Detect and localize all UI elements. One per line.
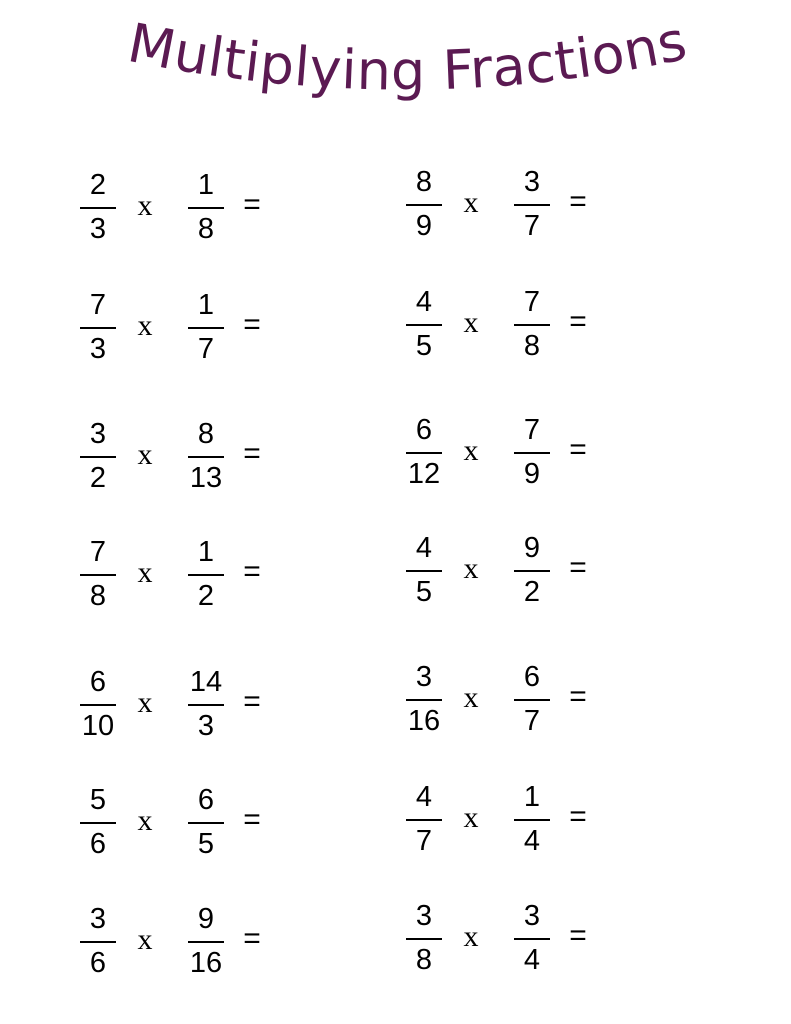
fraction-bar [406, 204, 442, 206]
first-numerator: 6 [89, 666, 107, 698]
equals-sign: = [569, 305, 587, 338]
second-denominator: 2 [197, 580, 215, 612]
second-numerator: 1 [197, 169, 215, 201]
second-numerator: 7 [523, 286, 541, 318]
second-denominator: 13 [189, 462, 223, 494]
second-numerator: 3 [523, 166, 541, 198]
first-fraction [72, 530, 124, 620]
fraction-bar [188, 327, 224, 329]
second-denominator: 9 [523, 458, 541, 490]
second-denominator: 16 [189, 947, 223, 979]
first-denominator: 3 [89, 333, 107, 365]
problem-left-1 [72, 163, 322, 253]
second-denominator: 3 [197, 710, 215, 742]
second-denominator: 8 [197, 213, 215, 245]
fraction-bar [80, 574, 116, 576]
fraction-bar [188, 941, 224, 943]
first-fraction [398, 526, 450, 616]
fraction-bar [80, 941, 116, 943]
problem-right-7 [398, 894, 648, 984]
problem-right-1 [398, 160, 648, 250]
first-denominator: 12 [407, 458, 441, 490]
times-sign: x [463, 306, 479, 339]
times-sign: x [463, 920, 479, 953]
fraction-bar [80, 822, 116, 824]
second-fraction [180, 778, 232, 868]
second-numerator: 3 [523, 900, 541, 932]
equals-sign: = [243, 685, 261, 718]
worksheet-title [0, 0, 791, 140]
second-fraction [506, 408, 558, 498]
equals-sign: = [569, 551, 587, 584]
second-denominator: 8 [523, 330, 541, 362]
equals-sign: = [243, 922, 261, 955]
first-denominator: 10 [81, 710, 115, 742]
first-denominator: 5 [415, 330, 433, 362]
first-fraction [72, 412, 124, 502]
equals-sign: = [243, 188, 261, 221]
times-sign: x [463, 186, 479, 219]
fraction-bar [80, 207, 116, 209]
first-numerator: 8 [415, 166, 433, 198]
first-numerator: 3 [415, 900, 433, 932]
first-numerator: 4 [415, 532, 433, 564]
fraction-bar [514, 452, 550, 454]
second-fraction [506, 894, 558, 984]
fraction-bar [406, 324, 442, 326]
first-numerator: 5 [89, 784, 107, 816]
first-fraction [398, 894, 450, 984]
second-fraction [180, 163, 232, 253]
times-sign: x [463, 681, 479, 714]
second-fraction [180, 412, 232, 502]
times-sign: x [463, 434, 479, 467]
first-numerator: 4 [415, 286, 433, 318]
fraction-bar [80, 456, 116, 458]
first-numerator: 7 [89, 289, 107, 321]
second-fraction [180, 283, 232, 373]
fraction-bar [514, 570, 550, 572]
fraction-bar [80, 704, 116, 706]
title-textpath: Multiplying Fractions [123, 9, 693, 103]
equals-sign: = [569, 185, 587, 218]
fraction-bar [406, 819, 442, 821]
fraction-bar [514, 204, 550, 206]
first-numerator: 6 [415, 414, 433, 446]
second-numerator: 9 [197, 903, 215, 935]
second-numerator: 1 [197, 289, 215, 321]
second-numerator: 6 [197, 784, 215, 816]
first-fraction [398, 655, 450, 745]
times-sign: x [137, 309, 153, 342]
second-denominator: 4 [523, 944, 541, 976]
second-numerator: 8 [197, 418, 215, 450]
fraction-bar [514, 938, 550, 940]
second-numerator: 1 [523, 781, 541, 813]
equals-sign: = [569, 433, 587, 466]
first-numerator: 4 [415, 781, 433, 813]
fraction-bar [514, 324, 550, 326]
first-fraction [398, 280, 450, 370]
times-sign: x [137, 686, 153, 719]
first-numerator: 3 [89, 903, 107, 935]
equals-sign: = [243, 555, 261, 588]
first-numerator: 3 [415, 661, 433, 693]
second-fraction [506, 655, 558, 745]
second-denominator: 2 [523, 576, 541, 608]
equals-sign: = [243, 437, 261, 470]
first-fraction [72, 778, 124, 868]
problem-right-2 [398, 280, 648, 370]
fraction-bar [188, 207, 224, 209]
second-fraction [506, 160, 558, 250]
second-denominator: 5 [197, 828, 215, 860]
fraction-bar [406, 938, 442, 940]
problem-left-7 [72, 897, 322, 987]
times-sign: x [137, 438, 153, 471]
fraction-bar [406, 699, 442, 701]
first-denominator: 6 [89, 828, 107, 860]
first-fraction [72, 897, 124, 987]
second-fraction [506, 775, 558, 865]
second-fraction [180, 530, 232, 620]
problem-right-4 [398, 526, 648, 616]
fraction-bar [188, 822, 224, 824]
fraction-bar [406, 452, 442, 454]
fraction-bar [188, 574, 224, 576]
first-denominator: 6 [89, 947, 107, 979]
times-sign: x [137, 556, 153, 589]
first-denominator: 16 [407, 705, 441, 737]
equals-sign: = [243, 308, 261, 341]
fraction-bar [514, 699, 550, 701]
second-numerator: 6 [523, 661, 541, 693]
equals-sign: = [569, 680, 587, 713]
fraction-bar [188, 456, 224, 458]
second-numerator: 9 [523, 532, 541, 564]
first-fraction [398, 775, 450, 865]
times-sign: x [137, 189, 153, 222]
times-sign: x [137, 923, 153, 956]
first-fraction [398, 160, 450, 250]
fraction-bar [80, 327, 116, 329]
problem-right-5 [398, 655, 648, 745]
first-fraction [398, 408, 450, 498]
second-fraction [180, 897, 232, 987]
fraction-bar [406, 570, 442, 572]
first-denominator: 9 [415, 210, 433, 242]
fraction-bar [188, 704, 224, 706]
second-denominator: 4 [523, 825, 541, 857]
equals-sign: = [243, 803, 261, 836]
second-numerator: 7 [523, 414, 541, 446]
fraction-bar [514, 819, 550, 821]
problem-right-3 [398, 408, 648, 498]
equals-sign: = [569, 800, 587, 833]
problem-left-3 [72, 412, 322, 502]
times-sign: x [463, 801, 479, 834]
second-numerator: 1 [197, 536, 215, 568]
second-denominator: 7 [523, 210, 541, 242]
problem-left-2 [72, 283, 322, 373]
second-fraction [506, 280, 558, 370]
first-numerator: 7 [89, 536, 107, 568]
problem-right-6 [398, 775, 648, 865]
second-denominator: 7 [197, 333, 215, 365]
second-fraction [180, 660, 232, 750]
first-denominator: 5 [415, 576, 433, 608]
second-fraction [506, 526, 558, 616]
first-fraction [72, 283, 124, 373]
worksheet-title-text [123, 9, 692, 102]
first-fraction [72, 163, 124, 253]
equals-sign: = [569, 919, 587, 952]
second-numerator: 14 [189, 666, 223, 698]
first-denominator: 8 [415, 944, 433, 976]
first-denominator: 2 [89, 462, 107, 494]
first-denominator: 3 [89, 213, 107, 245]
second-denominator: 7 [523, 705, 541, 737]
problem-left-5 [72, 660, 322, 750]
first-numerator: 3 [89, 418, 107, 450]
times-sign: x [137, 804, 153, 837]
first-numerator: 2 [89, 169, 107, 201]
first-denominator: 7 [415, 825, 433, 857]
times-sign: x [463, 552, 479, 585]
problem-left-6 [72, 778, 322, 868]
problem-left-4 [72, 530, 322, 620]
first-denominator: 8 [89, 580, 107, 612]
first-fraction [72, 660, 124, 750]
